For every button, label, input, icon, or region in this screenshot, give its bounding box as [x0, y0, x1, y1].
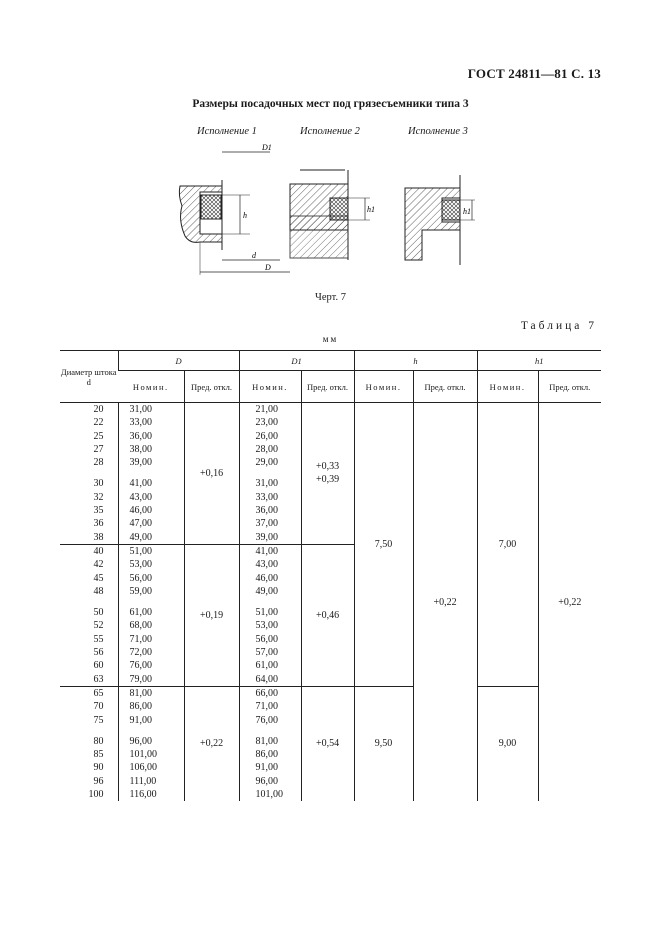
D-nominal-value: 46,00: [129, 505, 152, 517]
D1-nominal-value: 43,00: [255, 559, 279, 571]
diameter-value: 32: [93, 491, 104, 503]
D1-nominal-value: 81,00: [255, 735, 279, 747]
diameter-value: 42: [93, 559, 104, 571]
D-nominal-value: 111,00: [129, 775, 157, 787]
D-nominal-value: 43,00: [129, 491, 152, 503]
D1-nominal-value: 53,00: [255, 620, 279, 632]
h-deviation-value: +0,22: [433, 596, 457, 608]
D1-nominal-cell: [239, 686, 301, 801]
variant-3-drawing: [405, 175, 475, 265]
D1-nominal-value: 76,00: [255, 714, 279, 726]
D1-nominal-value: 49,00: [255, 585, 279, 597]
table-row: [60, 686, 601, 801]
D-nominal-value: 47,00: [129, 518, 152, 530]
page-title: Размеры посадочных мест под грязесъемники типа 3: [192, 98, 469, 110]
units-label: мм: [322, 334, 339, 344]
D-nominal-value: 31,00: [129, 404, 152, 415]
label-h: h: [243, 211, 247, 220]
subheader-h-dev: Пред. откл.: [413, 371, 477, 403]
D1-nominal-value: 51,00: [255, 607, 279, 619]
D1-deviation-value: +0,39: [315, 474, 340, 486]
D1-deviation-value: +0,33: [315, 461, 340, 473]
D1-nominal-cell: [239, 403, 301, 545]
subheader-h-nom: Номин.: [354, 371, 413, 403]
D-nominal-value: 53,00: [129, 559, 152, 571]
diameter-value: 20: [93, 404, 104, 415]
diameter-value: 90: [93, 762, 104, 774]
h1-nominal-cell: [477, 403, 538, 687]
seating-drawing: [170, 140, 480, 285]
h-nominal-value: 7,50: [374, 538, 393, 550]
diameter-value: 52: [93, 620, 104, 632]
diameter-value: 38: [93, 531, 104, 543]
D-deviation-value: +0,22: [199, 738, 224, 750]
D1-nominal-value: 26,00: [255, 430, 279, 442]
D1-nominal-value: 91,00: [255, 762, 279, 774]
D-nominal-value: 101,00: [129, 749, 157, 761]
D-nominal-cell: [118, 544, 184, 686]
diameter-value: 27: [93, 443, 104, 455]
diameter-value: 48: [93, 585, 104, 597]
D1-nominal-value: 57,00: [255, 647, 279, 659]
D1-nominal-cell: [239, 544, 301, 686]
D-nominal-value: 36,00: [129, 430, 152, 442]
D1-nominal-value: 61,00: [255, 660, 279, 672]
D-nominal-value: 49,00: [129, 531, 152, 543]
diameter-cell: [60, 544, 118, 686]
D1-nominal-value: 96,00: [255, 775, 279, 787]
label-d1: D1: [262, 143, 272, 152]
diameter-value: 65: [93, 687, 104, 699]
D1-nominal-value: 23,00: [255, 417, 279, 429]
D-nominal-value: 96,00: [129, 735, 152, 747]
subheader-D1-nom: Номин.: [239, 371, 301, 403]
D-nominal-value: 56,00: [129, 572, 152, 584]
D-deviation-cell: [184, 544, 239, 686]
h1-nominal-cell: [477, 686, 538, 801]
diameter-value: 55: [93, 633, 104, 645]
D-deviation-value: +0,16: [199, 467, 224, 479]
col-header-diameter: Диаметр штока d: [60, 351, 118, 403]
h1-deviation-value: +0,22: [558, 596, 582, 608]
D1-nominal-value: 29,00: [255, 457, 279, 469]
D1-nominal-value: 37,00: [255, 518, 279, 530]
h-nominal-value: 9,50: [374, 738, 393, 750]
D-nominal-value: 106,00: [129, 762, 157, 774]
variant-1-drawing: [179, 143, 290, 275]
diameter-value: 50: [93, 607, 104, 619]
h1-nominal-value: 7,00: [498, 538, 517, 550]
D1-nominal-value: 56,00: [255, 633, 279, 645]
D-nominal-value: 81,00: [129, 687, 152, 699]
col-header-h: h: [354, 351, 477, 371]
label-h1-3: h1: [463, 207, 471, 216]
subheader-D-dev: Пред. откл.: [184, 371, 239, 403]
D-deviation-cell: [184, 686, 239, 801]
h1-nominal-value: 9,00: [498, 738, 517, 750]
subheader-D1-dev: Пред. откл.: [301, 371, 354, 403]
diameter-value: 22: [93, 417, 104, 429]
D1-nominal-value: 86,00: [255, 749, 279, 761]
D1-deviation-cell: [301, 403, 354, 545]
subheader-h1-dev: Пред. откл.: [538, 371, 601, 403]
D-nominal-value: 39,00: [129, 457, 152, 469]
D-nominal-value: 41,00: [129, 478, 152, 490]
diameter-value: 96: [93, 775, 104, 787]
D1-nominal-value: 33,00: [255, 491, 279, 503]
D-nominal-value: 86,00: [129, 701, 152, 713]
table-label: Таблица 7: [520, 320, 597, 332]
diameter-value: 45: [93, 572, 104, 584]
label-D: D: [265, 263, 271, 272]
diameter-cell: [60, 403, 118, 545]
diameter-value: 80: [93, 735, 104, 747]
figure-caption: Черт. 7: [315, 292, 346, 303]
variant-label-1: Исполнение 1: [197, 126, 257, 137]
h-nominal-cell: [354, 403, 413, 687]
D1-nominal-value: 64,00: [255, 673, 279, 685]
D-nominal-value: 51,00: [129, 545, 152, 557]
D1-deviation-value: +0,46: [315, 609, 340, 621]
diameter-value: 25: [93, 430, 104, 442]
variant-2-drawing: [290, 170, 375, 260]
col-header-D: D: [118, 351, 239, 371]
subheader-h1-nom: Номин.: [477, 371, 538, 403]
diameter-value: 56: [93, 647, 104, 659]
D1-deviation-cell: [301, 544, 354, 686]
D1-nominal-value: 31,00: [255, 478, 279, 490]
diameter-value: 70: [93, 701, 104, 713]
page-header: ГОСТ 24811—81 С. 13: [467, 66, 601, 81]
D-nominal-value: 61,00: [129, 607, 152, 619]
diameter-value: 40: [93, 545, 104, 557]
seat-dimensions-table: [60, 350, 601, 801]
diameter-value: 35: [93, 505, 104, 517]
D-nominal-value: 76,00: [129, 660, 152, 672]
D1-nominal-value: 71,00: [255, 701, 279, 713]
diameter-value: 63: [93, 673, 104, 685]
D-deviation-value: +0,19: [199, 609, 224, 621]
D-nominal-cell: [118, 403, 184, 545]
D-deviation-cell: [184, 403, 239, 545]
D1-nominal-value: 41,00: [255, 545, 279, 557]
D1-nominal-value: 101,00: [255, 789, 284, 801]
D1-nominal-value: 28,00: [255, 443, 279, 455]
D1-deviation-cell: [301, 686, 354, 801]
h-deviation-cell: [413, 403, 477, 802]
D-nominal-value: 116,00: [129, 789, 157, 801]
subheader-D-nom: Номин.: [118, 371, 184, 403]
diameter-value: 100: [88, 789, 104, 801]
diameter-value: 60: [93, 660, 104, 672]
col-header-h1: h1: [477, 351, 601, 371]
label-h1-2: h1: [367, 205, 375, 214]
D1-nominal-value: 21,00: [255, 404, 279, 415]
D-nominal-value: 33,00: [129, 417, 152, 429]
D1-nominal-value: 39,00: [255, 531, 279, 543]
diameter-value: 75: [93, 714, 104, 726]
label-d: d: [252, 251, 256, 260]
diameter-value: 30: [93, 478, 104, 490]
diameter-value: 28: [93, 457, 104, 469]
D1-deviation-value: +0,54: [315, 738, 340, 750]
diameter-cell: [60, 686, 118, 801]
D-nominal-value: 38,00: [129, 443, 152, 455]
table-row: [60, 403, 601, 545]
D1-nominal-value: 46,00: [255, 572, 279, 584]
D1-nominal-value: 36,00: [255, 505, 279, 517]
D-nominal-value: 59,00: [129, 585, 152, 597]
variant-label-3: Исполнение 3: [408, 126, 468, 137]
D-nominal-value: 79,00: [129, 673, 152, 685]
D-nominal-value: 71,00: [129, 633, 152, 645]
D-nominal-cell: [118, 686, 184, 801]
h1-deviation-cell: [538, 403, 601, 802]
diameter-value: 85: [93, 749, 104, 761]
D-nominal-value: 91,00: [129, 714, 152, 726]
D-nominal-value: 72,00: [129, 647, 152, 659]
D1-nominal-value: 66,00: [255, 687, 279, 699]
diameter-value: 36: [93, 518, 104, 530]
col-header-D1: D1: [239, 351, 354, 371]
variant-label-2: Исполнение 2: [300, 126, 360, 137]
D-nominal-value: 68,00: [129, 620, 152, 632]
h-nominal-cell: [354, 686, 413, 801]
